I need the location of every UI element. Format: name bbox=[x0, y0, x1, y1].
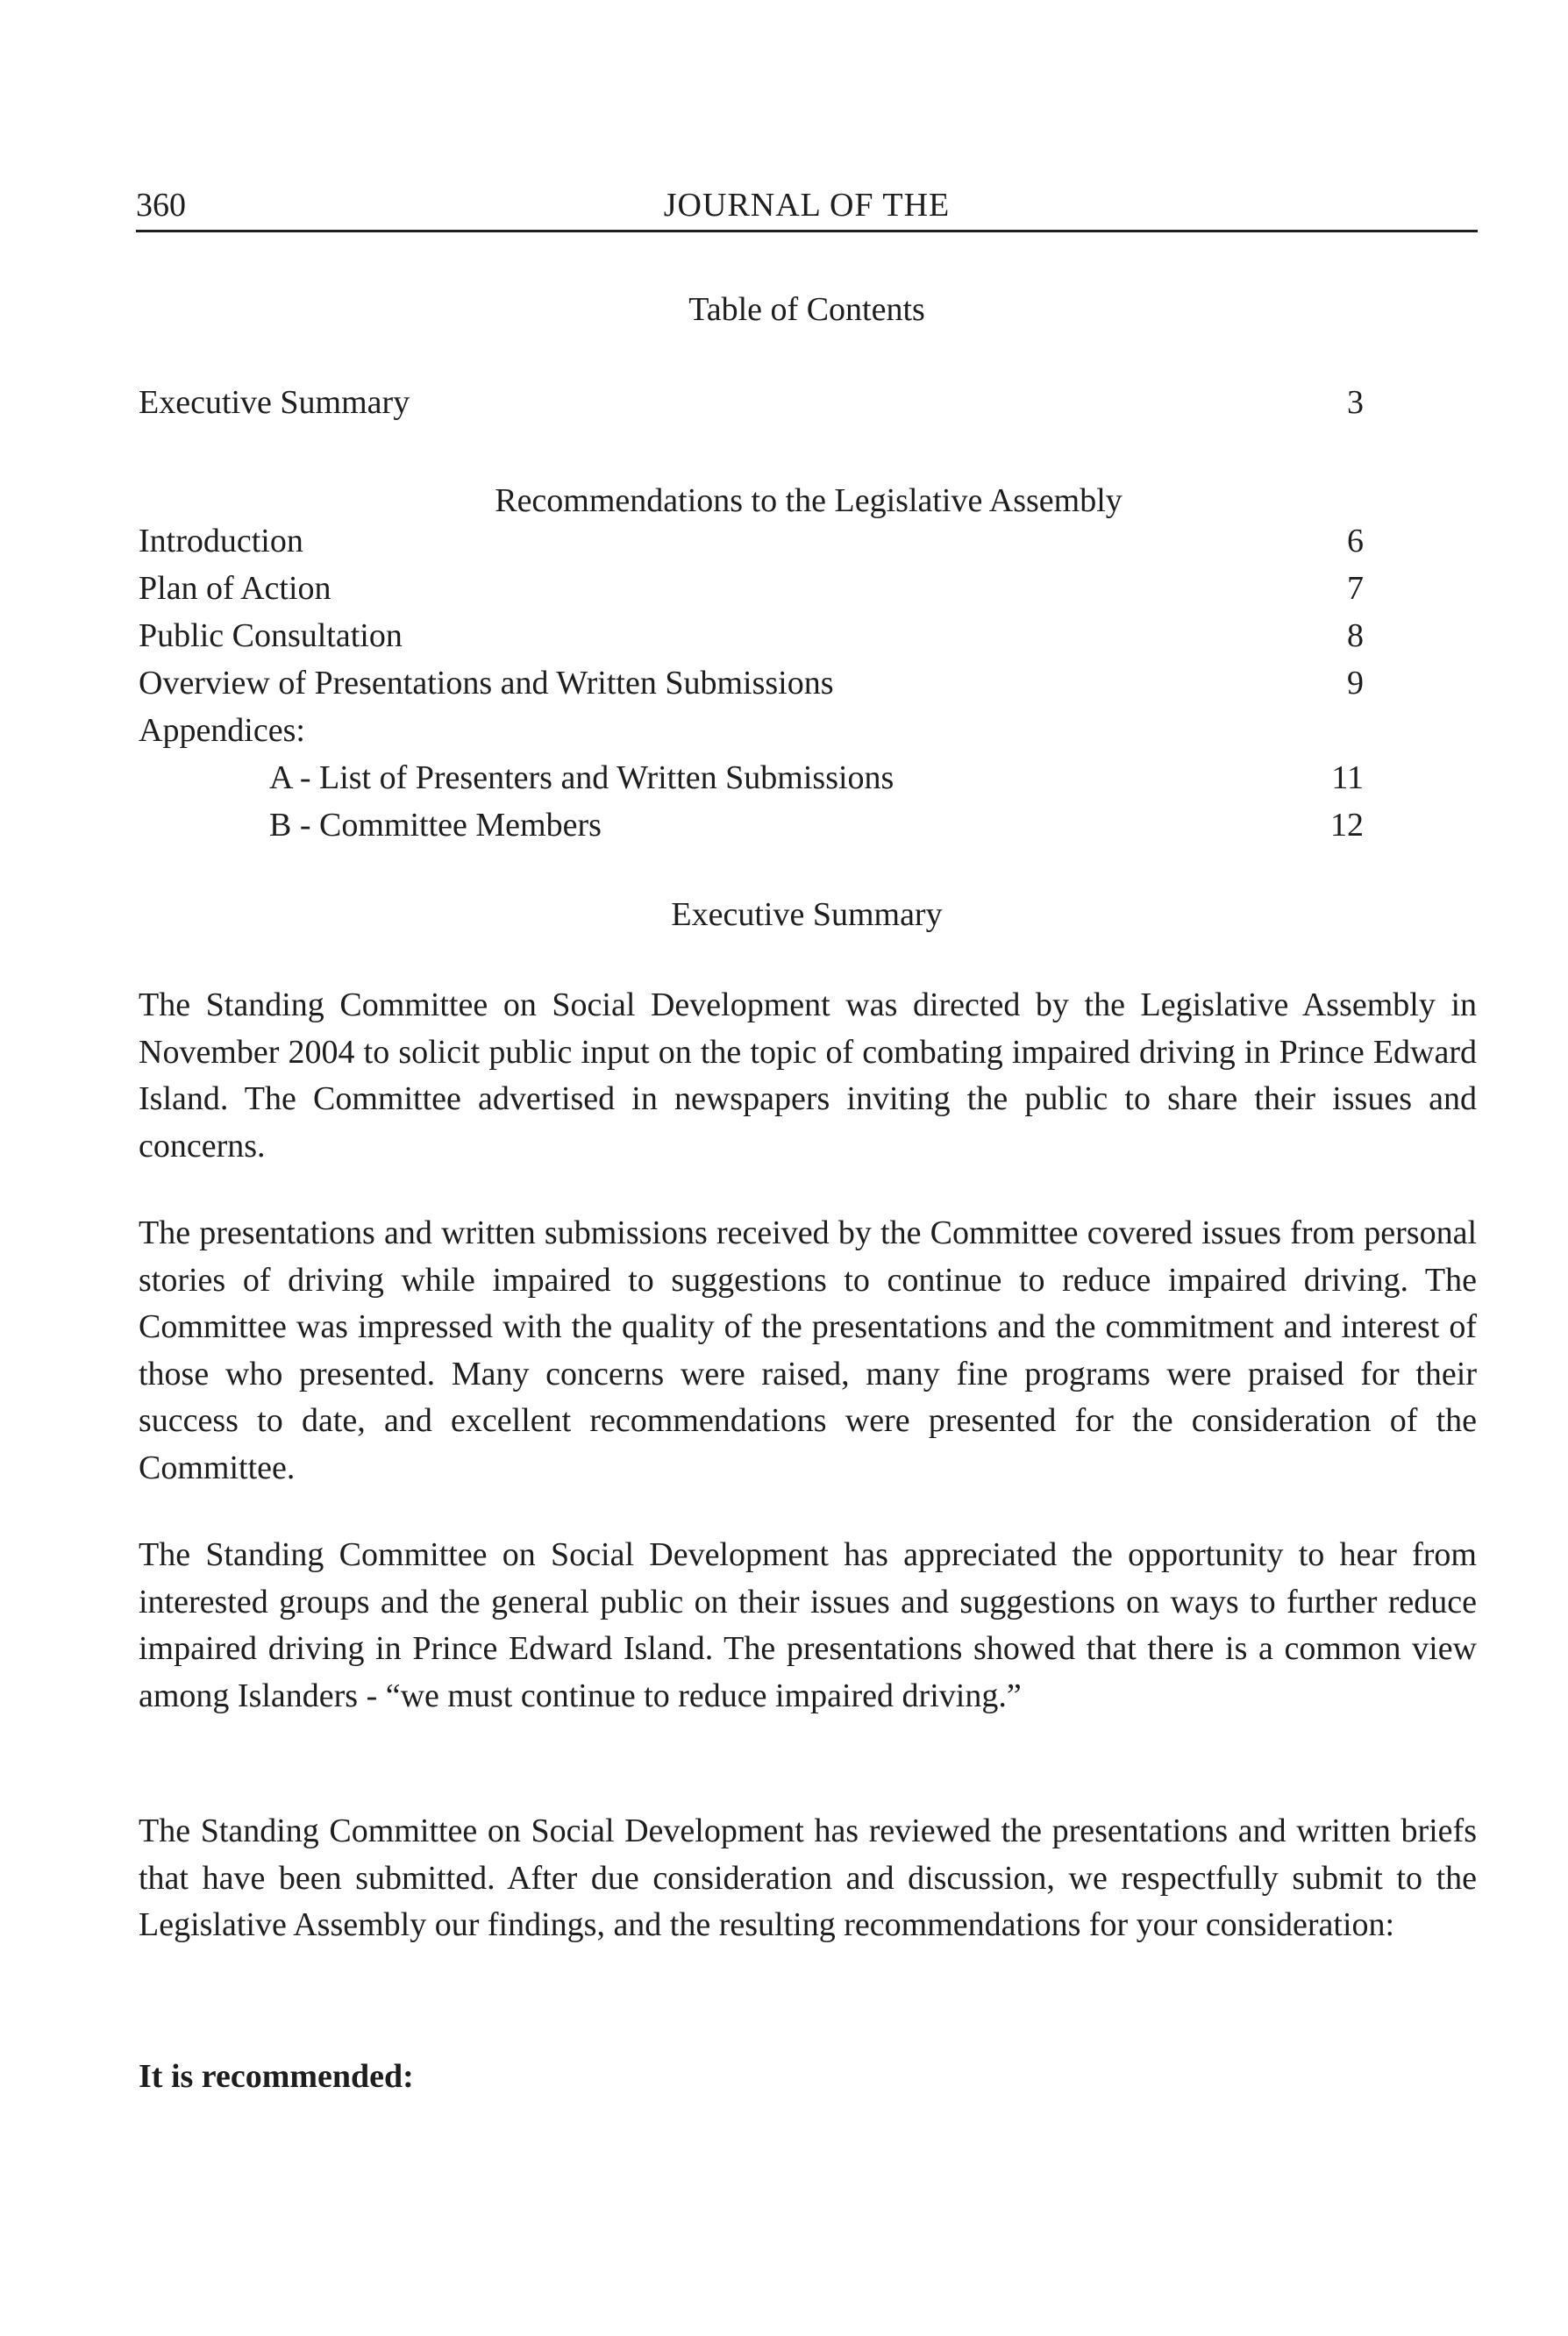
toc-title: Table of Contents bbox=[688, 291, 925, 328]
toc-entry-public-consultation: Public Consultation bbox=[139, 617, 403, 654]
header-rule bbox=[136, 230, 1478, 232]
page-header bbox=[136, 186, 1478, 235]
toc-page-appendix-b: 12 bbox=[1330, 807, 1364, 844]
journal-title: JOURNAL OF THE bbox=[663, 187, 951, 224]
recommendation-heading: It is recommended: bbox=[139, 2058, 414, 2095]
page-number: 360 bbox=[136, 187, 186, 224]
toc-page-plan-of-action: 7 bbox=[1347, 570, 1364, 607]
summary-paragraph-1: The Standing Committee on Social Development was directed by the Legislative Assembly in November 2004 to solicit public input on the topic of combating impaired driving in Prince Edward Island. The Committee advertised in newspapers inviting the public to share their issues and concerns. bbox=[139, 986, 1477, 1164]
executive-summary-heading: Executive Summary bbox=[671, 896, 943, 933]
summary-paragraph-2: The presentations and written submissions received by the Committee covered issues from personal stories of driving while impaired to suggestions to continue to reduce impaired driving. The Committee was impressed with the quality of the presentations and the commitment and interest of those who presented. Many concerns were raised, many fine programs were praised for their success to date, and excellent recommendations were presented for the consideration of the Committee. bbox=[139, 1214, 1477, 1486]
toc-page-executive-summary: 3 bbox=[1347, 384, 1364, 421]
toc-entry-executive-summary: Executive Summary bbox=[139, 384, 410, 421]
toc-entry-appendix-a: A - List of Presenters and Written Submissions bbox=[269, 759, 894, 796]
toc-entry-appendix-b: B - Committee Members bbox=[269, 807, 602, 844]
toc-entry-appendices: Appendices: bbox=[139, 712, 305, 749]
toc-page-public-consultation: 8 bbox=[1347, 617, 1364, 654]
toc-entry-plan-of-action: Plan of Action bbox=[139, 570, 331, 607]
toc-page-overview: 9 bbox=[1347, 665, 1364, 702]
toc-entry-overview: Overview of Presentations and Written Submissions bbox=[139, 665, 834, 702]
toc-subtitle bbox=[136, 481, 1478, 521]
summary-paragraph-3: The Standing Committee on Social Development has appreciated the opportunity to hear from interested groups and the general public on their issues and suggestions on ways to further reduce impaired driving in Prince Edward Island. The presentations showed that there is a common view among Islanders - “we must continue to reduce impaired driving.” bbox=[139, 1536, 1477, 1714]
summary-paragraph-4: The Standing Committee on Social Development has reviewed the presentations and written briefs that have been submitted. After due consideration and discussion, we respectfully submit to the Legislative Assembly our findings, and the resulting recommendations for your consideration: bbox=[139, 1813, 1477, 1943]
toc-subtitle-text: Recommendations to the Legislative Assembly bbox=[495, 482, 1123, 519]
toc-page-appendix-a: 11 bbox=[1331, 759, 1364, 796]
toc-entry-introduction: Introduction bbox=[139, 523, 303, 559]
toc-page-introduction: 6 bbox=[1347, 523, 1364, 559]
